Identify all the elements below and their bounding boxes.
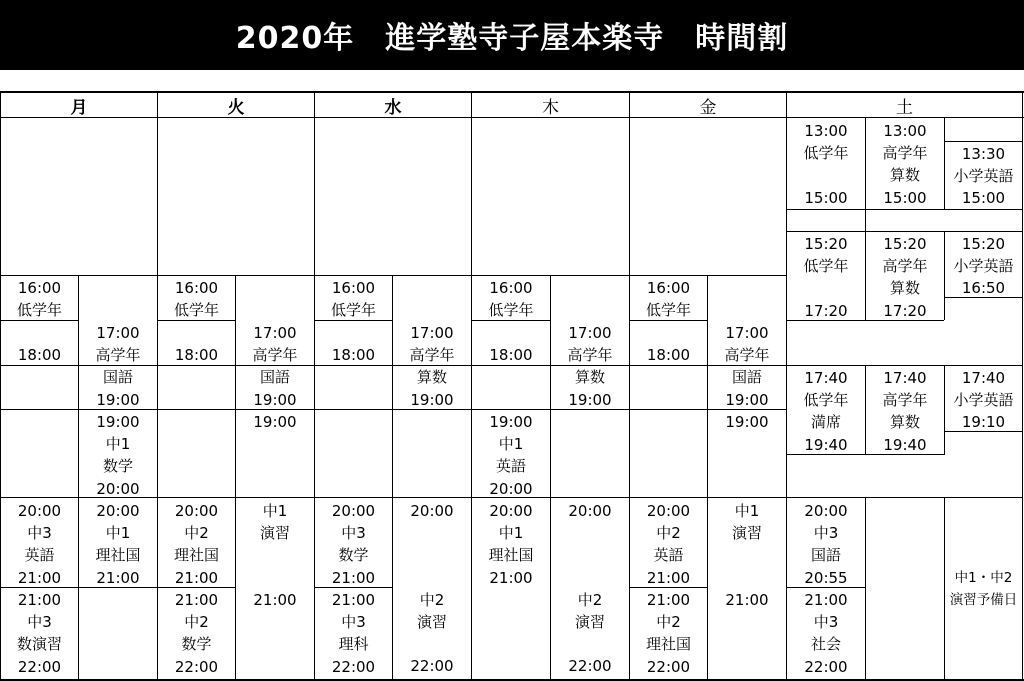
lesson-subject: 算数: [889, 166, 920, 185]
lesson-subject: 理科: [338, 635, 369, 654]
blank-line: [787, 164, 865, 186]
lesson-grade: 中1: [105, 524, 131, 543]
end-time: 18:00: [646, 345, 691, 364]
end-time: 21:00: [253, 590, 297, 609]
lesson-grade: 中2: [184, 613, 209, 632]
end-time: 22:00: [331, 657, 376, 676]
lesson-block: [236, 411, 314, 611]
lesson-grade: 中1: [498, 435, 524, 454]
lesson-subject: 理社国: [173, 546, 219, 565]
blank-line: [708, 478, 786, 500]
lesson-subject: 演習: [731, 523, 762, 542]
end-time: 15:00: [883, 188, 927, 207]
lesson-grade: 高学年: [882, 144, 928, 163]
vline: [471, 92, 472, 681]
lesson-subject: 演習: [259, 523, 290, 542]
lesson-grade: 中2: [184, 524, 209, 543]
end-time: 19:40: [804, 435, 848, 454]
lesson-block: [158, 277, 235, 366]
blank-line: [551, 522, 629, 544]
lesson-block: [79, 322, 157, 411]
lesson-block: [472, 500, 550, 589]
lesson-grade: 低学年: [645, 301, 691, 320]
lesson-grade: 低学年: [803, 257, 849, 276]
lesson-block: [393, 500, 471, 678]
lesson-block: [945, 367, 1022, 434]
lesson-grade: 低学年: [173, 301, 219, 320]
lesson-grade: 中3: [27, 524, 52, 543]
lesson-block: [630, 589, 707, 678]
lesson-block: [1, 589, 78, 678]
end-time: 22:00: [174, 657, 219, 676]
start-time: 19:00: [96, 413, 140, 431]
end-time: 21:00: [17, 568, 62, 587]
end-time: 21:00: [725, 590, 769, 609]
end-time: 22:00: [646, 657, 691, 676]
reserve-day-block: [945, 567, 1022, 611]
lesson-block: [315, 277, 392, 366]
lesson-grade: 高学年: [409, 346, 455, 365]
lesson-subject: 国語: [731, 368, 762, 387]
lesson-block: [551, 322, 629, 411]
lesson-subject: 国語: [259, 368, 290, 387]
lesson-block: [787, 500, 865, 589]
lesson-block: [708, 411, 786, 611]
blank-line: [787, 277, 865, 299]
lesson-grade: 低学年: [330, 301, 376, 320]
start-time: 19:00: [725, 413, 769, 431]
start-time: 16:00: [174, 279, 219, 297]
lesson-block: [1, 277, 78, 366]
lesson-block: [551, 500, 629, 678]
day-header-thu: 木: [542, 97, 559, 118]
blank-line: [551, 567, 629, 589]
start-time: 17:00: [568, 324, 612, 342]
start-time: 20:00: [96, 502, 140, 520]
start-time: 17:00: [725, 324, 769, 342]
blank-line: [708, 433, 786, 455]
start-time: 13:00: [804, 122, 848, 140]
lesson-block: [866, 120, 944, 209]
lesson-block: [79, 500, 157, 589]
end-time: 21:00: [174, 568, 219, 587]
lesson-subject: 国語: [810, 546, 841, 565]
start-time: 17:00: [253, 324, 297, 342]
blank-line: [630, 321, 707, 343]
blank-line: [551, 633, 629, 655]
end-time: 19:00: [725, 390, 769, 409]
blank-line: [236, 566, 314, 588]
end-time: 19:00: [253, 390, 297, 409]
start-time: 21:00: [804, 591, 848, 609]
end-time: 21:00: [646, 568, 691, 587]
vline: [1022, 92, 1023, 681]
blank-line: [393, 544, 471, 566]
blank-line: [1, 321, 78, 343]
day-header-sat: 土: [896, 97, 913, 118]
blank-line: [393, 633, 471, 655]
start-time: 17:00: [96, 324, 140, 342]
lesson-grade: 低学年: [803, 144, 849, 163]
end-time: 21:00: [96, 568, 140, 587]
end-time: 18:00: [489, 345, 533, 364]
day-header-wed: 水: [384, 97, 402, 118]
lesson-block: [158, 589, 235, 678]
end-time: 19:40: [883, 435, 927, 454]
line: [787, 231, 1022, 232]
day-header-fri: 金: [699, 97, 717, 118]
blank-line: [551, 544, 629, 566]
blank-line: [393, 522, 471, 544]
start-time: 15:20: [804, 235, 848, 253]
lesson-subject: 英語: [653, 546, 684, 565]
start-time: 21:00: [17, 591, 62, 609]
lesson-block: [79, 411, 157, 500]
lesson-grade: 小学英語: [953, 167, 1014, 186]
start-time: 20:00: [646, 502, 691, 520]
end-time: 16:50: [961, 279, 1006, 298]
lesson-block: [1, 500, 78, 589]
title-bar: [0, 0, 1024, 70]
start-time: 20:00: [331, 502, 376, 520]
start-time: 19:00: [489, 413, 533, 431]
lesson-subject: 数学: [338, 546, 369, 565]
start-time: 20:00: [410, 502, 454, 520]
lesson-block: [787, 120, 865, 209]
lesson-subject: 数演習: [16, 635, 62, 654]
lesson-grade: 高学年: [882, 257, 928, 276]
blank-line: [236, 544, 314, 566]
lesson-grade: 高学年: [252, 346, 298, 365]
end-time: 21:00: [331, 568, 376, 587]
lesson-grade: 中1: [105, 435, 131, 454]
line: [944, 141, 1022, 142]
lesson-block: [158, 500, 235, 589]
start-time: 16:00: [331, 279, 376, 297]
start-time: 20:00: [568, 502, 612, 520]
end-time: 21:00: [489, 568, 533, 587]
lesson-grade: 高学年: [567, 346, 613, 365]
lesson-block: [630, 277, 707, 366]
lesson-grade: 低学年: [488, 301, 534, 320]
start-time: 20:00: [17, 502, 62, 520]
start-time: 21:00: [646, 591, 691, 609]
lesson-block: [393, 322, 471, 411]
start-time: 20:00: [489, 502, 533, 520]
end-time: 19:00: [568, 390, 612, 409]
page-title: 2020年 進学塾寺子屋本楽寺 時間割: [235, 21, 789, 56]
start-time: 17:00: [410, 324, 454, 342]
start-time: 17:40: [883, 369, 927, 387]
lesson-subject: 数学: [102, 457, 133, 476]
start-time: 13:30: [961, 145, 1006, 163]
lesson-subject: 算数: [889, 413, 920, 432]
lesson-block: [866, 233, 944, 322]
blank-line: [158, 321, 235, 343]
lesson-subject: 英語: [24, 546, 55, 565]
lesson-subject: 理社国: [488, 546, 534, 565]
lesson-block: [708, 322, 786, 411]
blank-line: [236, 478, 314, 500]
start-time: 15:20: [961, 235, 1006, 253]
end-time: 17:20: [883, 301, 927, 320]
lesson-block: [787, 589, 865, 678]
start-time: 16:00: [17, 279, 62, 297]
lesson-subject: 数学: [181, 635, 212, 654]
lesson-subject: 算数: [889, 279, 920, 298]
lesson-grade: 小学英語: [953, 257, 1014, 276]
line: [0, 275, 786, 276]
end-time: 18:00: [174, 345, 219, 364]
lesson-block: [945, 233, 1022, 300]
lesson-grade: 中2: [577, 590, 603, 609]
end-time: 15:00: [961, 189, 1006, 208]
start-time: 13:00: [883, 122, 927, 140]
blank-line: [708, 566, 786, 588]
blank-line: [315, 321, 392, 343]
lesson-grade: 中3: [813, 613, 839, 632]
lesson-grade: 中3: [341, 524, 366, 543]
end-time: 20:55: [804, 568, 848, 587]
lesson-block: [472, 277, 550, 366]
lesson-block: [787, 233, 865, 322]
lesson-subject: 演習: [574, 612, 605, 631]
reserve-label: 演習予備日: [949, 592, 1018, 609]
start-time: 16:00: [489, 279, 533, 297]
lesson-grade: 中3: [813, 524, 839, 543]
end-time: 22:00: [410, 657, 454, 676]
lesson-subject: 理社国: [645, 635, 691, 654]
lesson-grade: 高学年: [882, 391, 928, 410]
blank-line: [472, 321, 550, 343]
start-time: 19:00: [253, 413, 297, 431]
line: [865, 497, 866, 679]
start-time: 20:00: [804, 502, 848, 520]
lesson-subject: 算数: [416, 368, 447, 387]
lesson-grade: 中2: [656, 613, 681, 632]
lesson-subject: 社会: [810, 635, 841, 654]
start-time: 21:00: [331, 591, 376, 609]
lesson-grade: 小学英語: [953, 391, 1014, 410]
end-time: 20:00: [96, 479, 140, 498]
end-time: 18:00: [331, 345, 376, 364]
lesson-subject: 国語: [102, 368, 133, 387]
lesson-subject: 演習: [416, 612, 447, 631]
blank-line: [708, 544, 786, 566]
lesson-grade: 中3: [27, 613, 52, 632]
lesson-block: [315, 500, 392, 589]
status-full: 満席: [810, 413, 841, 432]
end-time: 19:10: [961, 413, 1006, 432]
lesson-grade: 中2: [419, 590, 445, 609]
blank-line: [708, 455, 786, 477]
end-time: 20:00: [489, 479, 533, 498]
lesson-block: [630, 500, 707, 589]
lesson-block: [945, 143, 1022, 210]
blank-line: [236, 455, 314, 477]
line: [787, 365, 1022, 366]
lesson-grade: 低学年: [16, 301, 62, 320]
end-time: 18:00: [17, 345, 62, 364]
start-time: 21:00: [174, 591, 219, 609]
end-time: 19:00: [96, 390, 140, 409]
start-time: 17:40: [804, 369, 848, 387]
blank-line: [393, 567, 471, 589]
lesson-grade: 高学年: [95, 346, 141, 365]
line: [787, 497, 1022, 498]
lesson-block: [787, 367, 865, 456]
lesson-block: [315, 589, 392, 678]
end-time: 17:20: [804, 301, 848, 320]
lesson-grade: 中3: [341, 613, 366, 632]
end-time: 15:00: [804, 188, 848, 207]
lesson-block: [236, 322, 314, 411]
lesson-subject: 算数: [574, 368, 605, 387]
lesson-block: [866, 367, 944, 456]
lesson-grade: 中1: [734, 501, 760, 520]
lesson-subject: 英語: [495, 457, 526, 476]
lesson-grade: 中1: [262, 501, 288, 520]
reserve-grade: 中1・中2: [954, 570, 1013, 586]
lesson-grade: 中1: [498, 524, 524, 543]
start-time: 20:00: [174, 502, 219, 520]
end-time: 22:00: [804, 657, 848, 676]
start-time: 16:00: [646, 279, 691, 297]
lesson-grade: 中2: [656, 524, 681, 543]
lesson-grade: 低学年: [803, 391, 849, 410]
day-header-mon: 月: [70, 97, 88, 118]
start-time: 17:40: [961, 369, 1006, 387]
day-header-tue: 火: [227, 97, 245, 118]
blank-line: [236, 433, 314, 455]
lesson-block: [472, 411, 550, 500]
end-time: 22:00: [17, 657, 62, 676]
end-time: 22:00: [568, 657, 612, 676]
lesson-grade: 高学年: [724, 346, 770, 365]
end-time: 19:00: [410, 390, 454, 409]
start-time: 15:20: [883, 235, 927, 253]
lesson-subject: 理社国: [95, 546, 141, 565]
